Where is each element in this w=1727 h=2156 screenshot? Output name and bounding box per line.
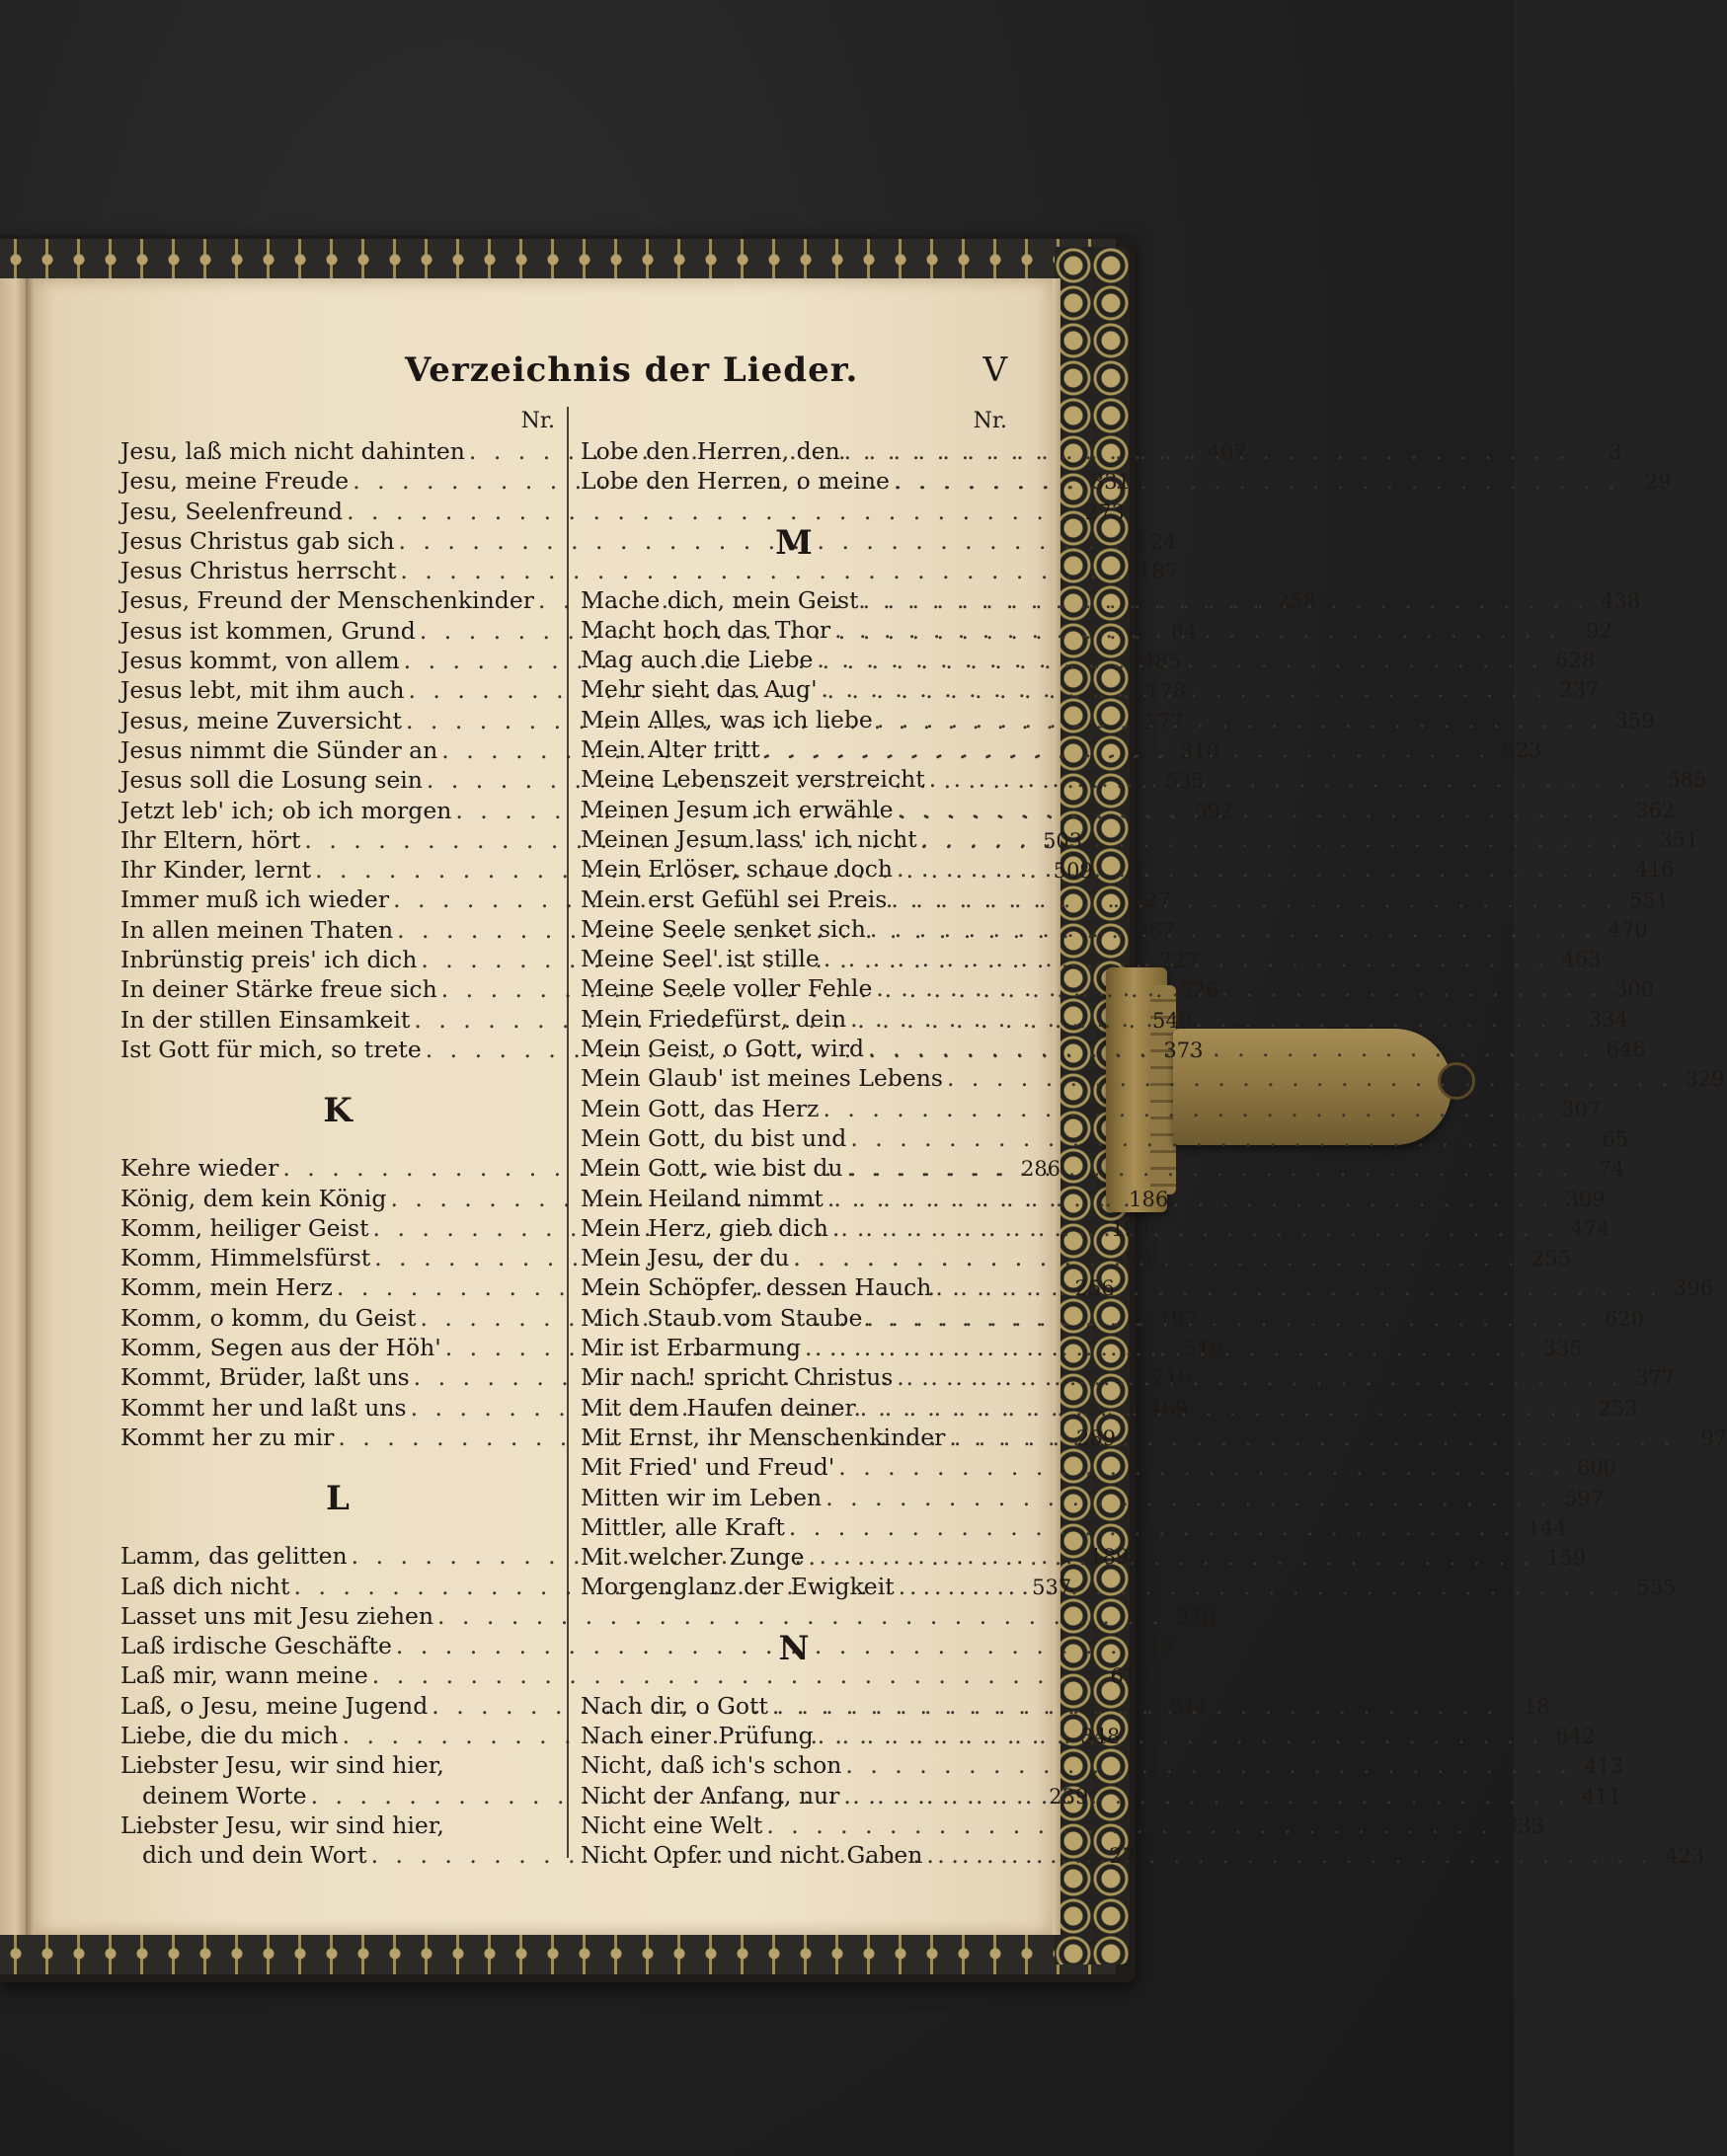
hymn-number: 613 bbox=[1110, 1664, 1150, 1689]
hymn-title: Komm, o komm, du Geist bbox=[120, 1303, 417, 1332]
hymn-title: Mitten wir im Leben bbox=[581, 1483, 823, 1511]
hymn-number: 485 bbox=[1141, 650, 1182, 674]
hymn-number: 177 bbox=[1143, 709, 1184, 733]
hymn-number: 186 bbox=[1129, 1187, 1169, 1211]
hymn-number: 310 bbox=[1179, 738, 1220, 763]
dot-leader bbox=[839, 1781, 1574, 1810]
dot-leader bbox=[864, 1034, 1599, 1063]
hymn-title: Mache dich, mein Geist bbox=[581, 585, 859, 614]
hymn-title: Jesus Christus herrscht bbox=[120, 557, 397, 585]
hymn-title: Mein Alles, was ich liebe bbox=[581, 705, 873, 733]
hymn-title: Mit dem Haufen deiner bbox=[581, 1393, 856, 1422]
hymn-number: 526 bbox=[1179, 978, 1219, 1003]
page-gutter bbox=[26, 278, 34, 1935]
hymn-number: 194 bbox=[1111, 1216, 1151, 1241]
hymn-title: Mein Erlöser, schaue doch bbox=[581, 855, 894, 884]
hymn-title: dich und dein Wort bbox=[142, 1841, 367, 1870]
hymn-number: 97 bbox=[1700, 1425, 1727, 1450]
hymn-title: Nach einer Prüfung bbox=[581, 1721, 814, 1749]
hymn-title: Mein Heiland nimmt bbox=[581, 1184, 824, 1212]
hymn-title: Macht hoch das Thor bbox=[581, 615, 831, 644]
hymn-number: 463 bbox=[1561, 948, 1602, 972]
dot-leader bbox=[822, 1483, 1556, 1512]
hymn-number: 334 bbox=[1588, 1007, 1628, 1032]
dot-leader bbox=[801, 1333, 1535, 1362]
hymn-number: 258 bbox=[1276, 589, 1316, 614]
index-entry bbox=[120, 1750, 555, 1780]
hymn-number: 373 bbox=[1163, 1038, 1204, 1062]
hymn-title: Immer muß ich wieder bbox=[120, 886, 390, 914]
left-page-edge bbox=[0, 278, 26, 1935]
hymn-title: Kommt, Brüder, laßt uns bbox=[120, 1363, 410, 1392]
section-letter: N bbox=[778, 1628, 810, 1668]
index-entry bbox=[581, 1483, 1604, 1512]
hymn-title: Meine Seele voller Fehle bbox=[581, 974, 873, 1003]
hymn-number: 95 bbox=[1126, 1247, 1152, 1271]
dot-leader bbox=[840, 436, 1575, 466]
hymn-title: deinem Worte bbox=[142, 1781, 307, 1810]
hymn-number: 159 bbox=[1546, 1546, 1587, 1571]
hymn-title: Lobe den Herren, den bbox=[581, 437, 840, 465]
hymn-number: 474 bbox=[1570, 1216, 1610, 1241]
hymn-title: Laß irdische Geschäfte bbox=[120, 1632, 392, 1660]
hymn-number: 592 bbox=[1194, 799, 1234, 823]
hymn-title: Mit welcher Zunge bbox=[581, 1543, 805, 1572]
index-entry bbox=[581, 1750, 1624, 1780]
hymn-number: 348 bbox=[1080, 1724, 1121, 1748]
hymn-number: 470 bbox=[1608, 917, 1648, 942]
hymn-number: 189 bbox=[1089, 1545, 1130, 1570]
index-entry bbox=[120, 1810, 555, 1840]
hymn-title: Komm, Segen aus der Höh' bbox=[120, 1334, 441, 1362]
hymn-number: 227 bbox=[1158, 949, 1200, 973]
hymn-title: Mit Fried' und Freud' bbox=[581, 1453, 835, 1482]
hymn-title: Mein Jesu, der du bbox=[581, 1244, 790, 1272]
index-entry bbox=[120, 1601, 1216, 1631]
section-letter: M bbox=[775, 522, 813, 563]
hymn-number: 516 bbox=[1183, 1337, 1223, 1361]
hymn-title: Lamm, das gelitten bbox=[120, 1542, 348, 1571]
hymn-title: Ihr Eltern, hört bbox=[120, 825, 301, 854]
hymn-title: Kommt her und laßt uns bbox=[120, 1393, 407, 1422]
hymn-title: In allen meinen Thaten bbox=[120, 915, 394, 944]
hymn-number: 178 bbox=[1146, 679, 1187, 704]
page-number: V bbox=[982, 350, 1007, 390]
hymn-title: Mich Staub vom Staube bbox=[581, 1303, 863, 1332]
hymn-title: Nicht, daß ich's schon bbox=[581, 1751, 842, 1780]
hymn-number: 378 bbox=[1175, 1604, 1216, 1629]
dot-leader bbox=[895, 1572, 1629, 1601]
dot-leader bbox=[760, 734, 1495, 764]
hymn-title: Meinen Jesum lass' ich nicht bbox=[581, 824, 917, 853]
hymn-title: König, dem kein König bbox=[120, 1184, 387, 1212]
hymn-title: Mit Ernst, ihr Menschenkinder bbox=[581, 1423, 946, 1451]
hymn-title: Ist Gott für mich, so trete bbox=[120, 1035, 422, 1063]
dot-leader bbox=[846, 1123, 1581, 1153]
dot-leader bbox=[922, 1840, 1657, 1870]
hymn-title: Nicht der Anfang, nur bbox=[581, 1781, 840, 1810]
hymn-number: 511 bbox=[1169, 1694, 1210, 1719]
hymn-title: Jesus, Freund der Menschenkinder bbox=[120, 586, 534, 615]
hymn-title: Nach dir, o Gott bbox=[581, 1691, 768, 1720]
hymn-number: 273 bbox=[1084, 500, 1125, 524]
dot-leader bbox=[894, 795, 1628, 824]
hymn-title: Laß, o Jesu, meine Jugend bbox=[120, 1691, 429, 1720]
hymn-title: Jesus lebt, mit ihm auch bbox=[120, 676, 405, 705]
page-title: Verzeichnis der Lieder. bbox=[405, 350, 859, 390]
dot-leader bbox=[824, 1184, 1558, 1213]
hymn-title: Jesus kommt, von allem bbox=[120, 647, 400, 675]
hymn-number: 335 bbox=[1542, 1337, 1583, 1361]
hymn-title: Mir nach! spricht Christus bbox=[581, 1363, 894, 1392]
dot-leader bbox=[762, 1810, 1497, 1840]
hymn-number: 416 bbox=[1634, 858, 1675, 883]
hymn-number: 411 bbox=[1582, 1784, 1622, 1809]
hymn-number: 503 bbox=[1043, 828, 1083, 853]
hymn-title: Mein Schöpfer, dessen Hauch bbox=[581, 1273, 932, 1302]
hymn-title: Meine Seel' ist stille bbox=[581, 945, 820, 973]
dot-leader bbox=[789, 1243, 1524, 1272]
hymn-title: Mein Herz, gieb dich bbox=[581, 1213, 828, 1242]
index-entry bbox=[120, 1660, 1150, 1690]
hymn-number: 329 bbox=[1685, 1067, 1725, 1092]
hymn-number: 523 bbox=[1502, 738, 1542, 763]
hymn-number: 197 bbox=[1158, 1306, 1199, 1331]
hymn-number: 351 bbox=[1659, 827, 1699, 852]
hymn-title: Jetzt leb' ich; ob ich morgen bbox=[120, 796, 452, 824]
dot-leader bbox=[873, 705, 1608, 734]
hymn-title: Nicht Opfer und nicht Gaben bbox=[581, 1841, 923, 1870]
hymn-number: 642 bbox=[1555, 1724, 1596, 1748]
hymn-title: Jesus, meine Zuversicht bbox=[120, 706, 402, 734]
hymn-title: In der stillen Einsamkeit bbox=[120, 1005, 411, 1034]
index-entry bbox=[581, 1063, 1725, 1093]
hymn-number: 127 bbox=[1131, 888, 1171, 913]
hymn-title: Nicht eine Welt bbox=[581, 1810, 763, 1839]
hymn-number: 255 bbox=[1531, 1247, 1572, 1271]
dot-leader bbox=[887, 885, 1621, 914]
dot-leader bbox=[846, 1004, 1581, 1034]
hymn-number: 256 bbox=[1074, 1276, 1115, 1301]
hymn-number: 84 bbox=[1170, 619, 1198, 644]
running-head bbox=[405, 350, 1017, 400]
hymn-title: Ihr Kinder, lernt bbox=[120, 856, 312, 885]
hymn-title: Liebe, die du mich bbox=[120, 1721, 339, 1749]
index-entry bbox=[120, 526, 1177, 556]
nr-column-label: Nr. bbox=[520, 409, 555, 433]
hymn-number: 548 bbox=[1152, 1008, 1193, 1033]
hymn-title: Jesus Christus gab sich bbox=[120, 526, 395, 555]
hymn-number: 253 bbox=[1598, 1396, 1638, 1421]
hymn-title: Jesu, Seelenfreund bbox=[120, 497, 344, 525]
dot-leader bbox=[834, 1452, 1569, 1482]
hymn-number: 600 bbox=[1576, 1456, 1617, 1481]
hymn-title: Meinen Jesum ich erwähle bbox=[581, 795, 894, 823]
hymn-title: Kehre wieder bbox=[120, 1154, 279, 1183]
hymn-number: 537 bbox=[1032, 1575, 1072, 1599]
cover-ornament-top bbox=[0, 239, 1116, 280]
hymn-number: 144 bbox=[1527, 1515, 1567, 1540]
hymn-number: 585 bbox=[1667, 768, 1707, 793]
hymn-title: Jesus ist kommen, Grund bbox=[120, 616, 416, 645]
hymn-number: 509 bbox=[1053, 859, 1093, 884]
hymn-number: 74 bbox=[1598, 1157, 1625, 1182]
index-entry bbox=[581, 1123, 1629, 1153]
dot-leader bbox=[893, 854, 1627, 884]
hymn-number: 274 bbox=[1109, 1844, 1149, 1869]
dot-leader bbox=[890, 466, 1624, 496]
hymn-title: Komm, Himmelsfürst bbox=[120, 1244, 371, 1272]
dot-leader bbox=[841, 1750, 1576, 1780]
hymn-number: 218 bbox=[1151, 1366, 1192, 1391]
hymn-title: Morgenglanz der Ewigkeit bbox=[581, 1573, 895, 1601]
hymn-number: 535 bbox=[1164, 769, 1205, 794]
hymn-number: 396 bbox=[1674, 1276, 1714, 1301]
hymn-title: Mein Gott, wie bist du bbox=[581, 1154, 843, 1183]
hymn-number: 489 bbox=[1148, 1396, 1189, 1421]
hymn-title: Mein Geist, o Gott, wird bbox=[581, 1035, 865, 1063]
hymn-number: 551 bbox=[1628, 887, 1670, 912]
hymn-number: 331 bbox=[1090, 470, 1131, 495]
section-letter: L bbox=[326, 1479, 350, 1519]
hymn-title: In deiner Stärke freue sich bbox=[120, 975, 437, 1004]
dot-leader bbox=[856, 1393, 1591, 1423]
column-divider bbox=[567, 407, 569, 1858]
dot-leader bbox=[819, 1094, 1553, 1123]
dot-leader bbox=[830, 615, 1565, 645]
index-entry bbox=[581, 1452, 1617, 1482]
hymn-number: 362 bbox=[1635, 798, 1676, 822]
hymn-title: Jesus soll die Losung sein bbox=[120, 766, 423, 795]
hymn-number: 286 bbox=[1020, 1157, 1061, 1182]
hymn-number: 249 bbox=[1134, 1635, 1174, 1659]
hymn-title: Mir ist Erbarmung bbox=[581, 1334, 802, 1362]
hymn-title: Jesu, laß mich nicht dahinten bbox=[120, 437, 465, 465]
hymn-title: Mag auch die Liebe bbox=[581, 646, 814, 674]
hymn-number: 309 bbox=[1565, 1187, 1606, 1211]
dot-leader bbox=[814, 1721, 1548, 1750]
hymn-number: 413 bbox=[1584, 1754, 1624, 1779]
hymn-number: 65 bbox=[1602, 1126, 1629, 1151]
hymn-title: Mein Gott, du bist und bbox=[581, 1123, 847, 1152]
hymn-title: Jesus nimmt die Sünder an bbox=[120, 735, 438, 764]
hymn-title: Laß dich nicht bbox=[120, 1572, 290, 1600]
hymn-title: Liebster Jesu, wir sind hier, bbox=[120, 1751, 444, 1780]
hymn-number: 377 bbox=[1634, 1366, 1675, 1391]
dot-leader bbox=[893, 1362, 1627, 1392]
hymn-title: Laß mir, wann meine bbox=[120, 1661, 368, 1690]
hymn-number: 333 bbox=[1504, 1813, 1545, 1838]
dot-leader bbox=[872, 973, 1607, 1003]
dot-leader bbox=[859, 585, 1594, 615]
hymn-number: 18 bbox=[1523, 1694, 1550, 1719]
index-entry bbox=[581, 1094, 1602, 1123]
dot-leader bbox=[828, 1213, 1563, 1243]
dot-leader bbox=[813, 645, 1547, 674]
index-entry bbox=[581, 1810, 1545, 1840]
hymn-title: Lobe den Herren, o meine bbox=[581, 467, 890, 496]
index-entry bbox=[581, 1512, 1567, 1542]
hymn-title: Kommt her zu mir bbox=[120, 1423, 335, 1451]
hymn-number: 289 bbox=[1075, 1425, 1117, 1450]
hymn-number: 628 bbox=[1555, 649, 1596, 673]
hymn-title: Jesu, meine Freude bbox=[120, 467, 350, 496]
hymn-number: 29 bbox=[1644, 470, 1672, 495]
hymn-number: 187 bbox=[1138, 560, 1179, 584]
hymn-number: 423 bbox=[1665, 1844, 1705, 1869]
cover-ornament-bottom bbox=[0, 1933, 1116, 1974]
hymn-title: Mein Glaub' ist meines Lebens bbox=[581, 1064, 943, 1093]
hymn-number: 597 bbox=[1563, 1486, 1604, 1510]
index-entry bbox=[120, 497, 1125, 526]
index-entry bbox=[120, 556, 1179, 585]
dot-leader bbox=[843, 1153, 1578, 1183]
hymn-title: Mein Gott, das Herz bbox=[581, 1094, 820, 1122]
hymn-number: 239 bbox=[1049, 1784, 1089, 1809]
dot-leader bbox=[945, 1423, 1680, 1452]
hymn-number: 367 bbox=[1135, 918, 1175, 943]
hymn-title: Liebster Jesu, wir sind hier, bbox=[120, 1810, 444, 1839]
hymn-title: Mein Alter tritt bbox=[581, 735, 760, 764]
hymn-number: 300 bbox=[1614, 977, 1655, 1002]
hymn-title: Mittler, alle Kraft bbox=[581, 1512, 785, 1541]
hymn-number: 92 bbox=[1586, 618, 1612, 643]
hymn-number: 124 bbox=[1137, 529, 1177, 554]
nr-column-label: Nr. bbox=[973, 409, 1007, 433]
dot-leader bbox=[925, 764, 1660, 794]
hymn-number: 620 bbox=[1605, 1306, 1645, 1331]
dot-leader bbox=[943, 1063, 1678, 1093]
section-letter: K bbox=[323, 1091, 353, 1131]
hymn-number: 359 bbox=[1614, 708, 1655, 732]
hymn-number: 407 bbox=[1207, 440, 1247, 464]
index-entry bbox=[120, 1631, 1174, 1660]
dot-leader bbox=[768, 1691, 1503, 1721]
hymn-title: Komm, mein Herz bbox=[120, 1273, 333, 1302]
hymn-title: Mein erst Gefühl sei Preis bbox=[581, 885, 888, 913]
hymn-number: 646 bbox=[1606, 1038, 1646, 1062]
hymn-title: Inbrünstig preis' ich dich bbox=[120, 946, 418, 974]
dot-leader bbox=[862, 1303, 1597, 1333]
hymn-number: 555 bbox=[1636, 1576, 1677, 1600]
hymn-title: Mein Friedefürst, dein bbox=[581, 1004, 847, 1033]
dot-leader bbox=[818, 674, 1552, 704]
dot-leader bbox=[785, 1512, 1520, 1542]
dot-leader bbox=[866, 914, 1601, 944]
dot-leader bbox=[820, 944, 1554, 973]
dot-leader bbox=[917, 824, 1652, 854]
hymn-number: 307 bbox=[1561, 1097, 1602, 1121]
dot-leader bbox=[805, 1542, 1539, 1572]
hymn-title: Meine Lebenszeit verstreicht bbox=[581, 765, 925, 794]
hymn-title: Meine Seele senket sich bbox=[581, 914, 866, 943]
hymn-title: Mehr sieht das Aug' bbox=[581, 675, 818, 704]
hymn-number: 3 bbox=[1609, 440, 1622, 464]
hymn-number: 438 bbox=[1601, 588, 1641, 613]
dot-leader bbox=[931, 1272, 1666, 1302]
hymn-title: Lasset uns mit Jesu ziehen bbox=[120, 1601, 434, 1630]
hymn-number: 237 bbox=[1559, 678, 1600, 703]
hymn-title: Komm, heiliger Geist bbox=[120, 1213, 369, 1242]
